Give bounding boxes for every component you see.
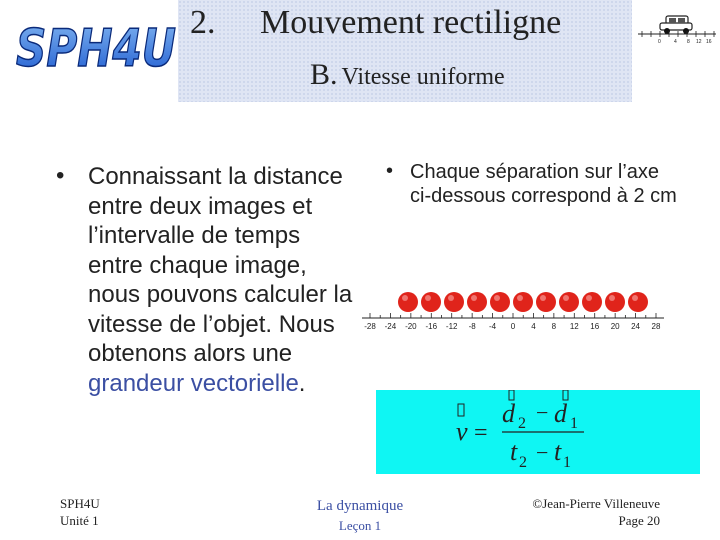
formula-d1-sub: 1	[570, 415, 578, 432]
tick-labels-group	[364, 322, 661, 331]
tick-label: -20	[405, 322, 417, 331]
car-on-axis-icon	[636, 12, 718, 46]
ball-highlight	[448, 295, 454, 301]
tick-label: 16	[590, 322, 600, 331]
ball-highlight	[494, 295, 500, 301]
tick-label: -12	[445, 322, 458, 331]
right-bullet: •	[386, 160, 394, 182]
ball	[582, 292, 602, 312]
tick-label: -4	[489, 322, 497, 331]
ball-highlight	[471, 295, 477, 301]
car-tick-12: 12	[696, 39, 702, 45]
slide-subtitle	[310, 58, 505, 92]
ball-highlight	[517, 295, 523, 301]
subtitle-letter: B.	[310, 58, 338, 91]
ball	[398, 292, 418, 312]
formula-d1: d	[554, 399, 567, 428]
left-text-main: Connaissant la distance entre deux images et l’intervalle de temps entre chaque image, nous pouvons calculer la vitesse de l’objet. Nous obtenons alors une	[88, 163, 353, 367]
ball	[444, 292, 464, 312]
ball	[536, 292, 556, 312]
subtitle-text: Vitesse uniforme	[341, 64, 505, 90]
car-tick-16: 16	[706, 39, 712, 45]
left-bullet: •	[56, 162, 65, 189]
footer-course: SPH4U	[60, 496, 100, 511]
car-tick-4: 4	[674, 39, 677, 45]
ball-highlight	[425, 295, 431, 301]
tick-label: 12	[569, 322, 579, 331]
ball	[467, 292, 487, 312]
car-tick-0: 0	[658, 39, 661, 45]
footer-topic: La dynamique	[316, 498, 404, 514]
tick-label: -28	[364, 322, 376, 331]
car-tick-8: 8	[687, 39, 690, 45]
left-paragraph	[88, 162, 358, 398]
tick-label: -24	[384, 322, 397, 331]
tick-label: 24	[631, 322, 641, 331]
tick-label: 20	[610, 322, 620, 331]
ball	[605, 292, 625, 312]
ball-highlight	[586, 295, 592, 301]
ball-highlight	[540, 295, 546, 301]
ball	[628, 292, 648, 312]
ball-highlight	[632, 295, 638, 301]
ball	[490, 292, 510, 312]
footer-author: ©Jean-Pierre Villeneuve	[532, 496, 660, 511]
sph4u-logo	[14, 16, 178, 76]
title-main-text: Mouvement rectiligne	[260, 4, 562, 41]
ball	[513, 292, 533, 312]
tick-label: 28	[651, 322, 661, 331]
right-paragraph: Chaque séparation sur l’axe ci-dessous correspond à 2 cm	[410, 161, 677, 207]
formula-t2: t	[510, 437, 518, 466]
tick-label: -16	[425, 322, 438, 331]
position-axis	[360, 288, 666, 336]
logo-text: SPH4U	[16, 19, 176, 76]
formula-d2-sub: 2	[518, 415, 526, 432]
formula-minus-top: −	[536, 400, 549, 425]
formula-d2: d	[502, 399, 515, 428]
footer-unit: Unité 1	[60, 513, 99, 528]
tick-label: 8	[551, 322, 557, 331]
ticks-group	[370, 313, 656, 318]
balls-group	[398, 292, 648, 312]
tick-label: 0	[510, 322, 516, 331]
ball-highlight	[609, 295, 615, 301]
ball	[559, 292, 579, 312]
formula-t2-sub: 2	[519, 454, 527, 471]
formula-equals: =	[474, 420, 488, 446]
slide-title	[190, 4, 561, 42]
tick-label: 4	[531, 322, 536, 331]
footer-page: Page 20	[618, 513, 660, 528]
formula-minus-bottom: −	[536, 440, 549, 465]
ball-highlight	[563, 295, 569, 301]
footer-lesson: Leçon 1	[338, 518, 382, 533]
title-number: 2.	[190, 4, 216, 41]
formula-t1: t	[554, 437, 562, 466]
left-text-highlight: grandeur vectorielle	[88, 369, 299, 397]
velocity-formula	[376, 390, 700, 474]
formula-t1-sub: 1	[563, 454, 571, 471]
tick-label: -8	[468, 322, 476, 331]
left-text-end: .	[298, 369, 306, 397]
formula-v: v	[456, 417, 468, 446]
ball	[421, 292, 441, 312]
ball-highlight	[402, 295, 408, 301]
